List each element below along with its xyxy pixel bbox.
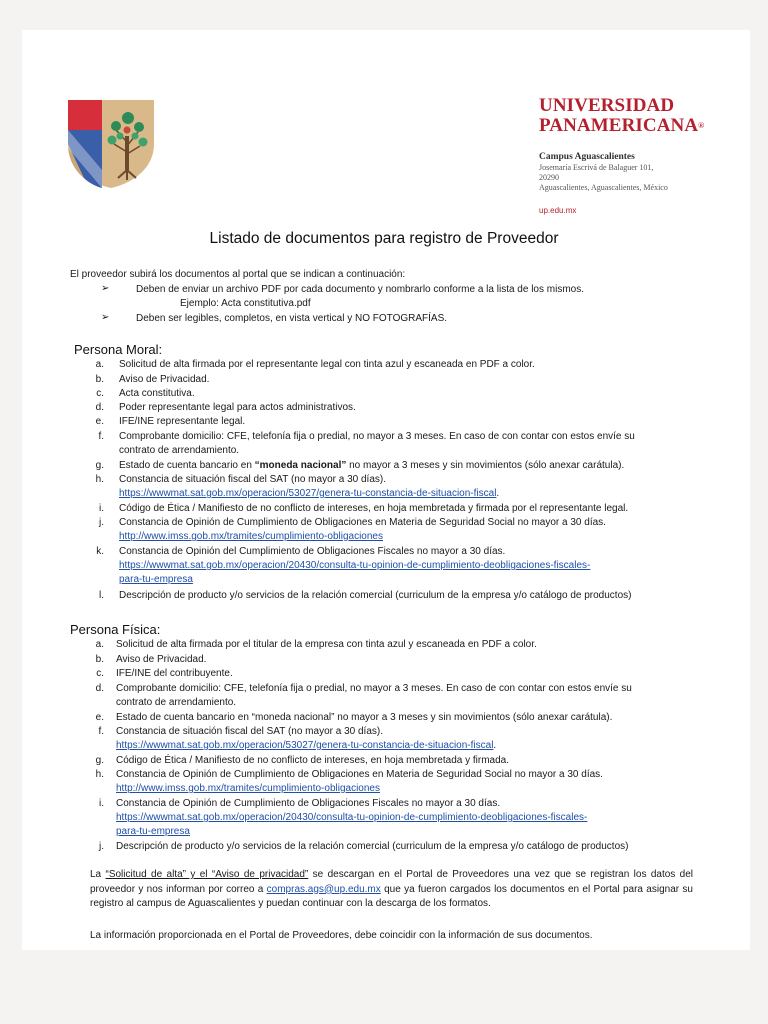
campus-name: Campus Aguascalientes: [539, 152, 635, 162]
list-item: Constancia de Opinión de Cumplimiento de Obligaciones en Materia de Seguridad Social no mayor a 30 días.: [119, 517, 606, 528]
list-item-link-line: [116, 825, 190, 838]
address-line3: Aguascalientes, Aguascalientes, México: [539, 183, 668, 192]
list-item-link-line: [119, 573, 193, 586]
list-label: d.: [95, 683, 104, 694]
sat-opinion-link[interactable]: https://wwwmat.sat.gob.mx/operacion/20430/consulta-tu-opinion-de-cumplimiento-deobligaciones-fiscales-: [119, 560, 591, 571]
list-item-link-line: [116, 782, 380, 795]
list-item: Constancia de Opinión de Cumplimiento de Obligaciones en Materia de Seguridad Social no mayor a 30 días.: [116, 769, 603, 780]
list-item: Constancia de Opinión del Cumplimiento de Obligaciones Fiscales no mayor a 30 días.: [119, 546, 506, 557]
list-item: Constancia de situación fiscal del SAT (no mayor a 30 días).: [119, 474, 386, 485]
sat-constancia-link[interactable]: https://wwwmat.sat.gob.mx/operacion/53027/genera-tu-constancia-de-situacion-fiscal: [119, 488, 497, 499]
list-item-continuation: contrato de arrendamiento.: [116, 697, 237, 708]
sat-constancia-link[interactable]: https://wwwmat.sat.gob.mx/operacion/53027/genera-tu-constancia-de-situacion-fiscal: [116, 740, 494, 751]
list-label: j.: [99, 841, 104, 852]
list-label: i.: [99, 503, 104, 514]
closing-note: La información proporcionada en el Portal de Proveedores, debe coincidir con la información de sus documentos.: [90, 930, 593, 941]
list-item: Comprobante domicilio: CFE, telefonía fija o predial, no mayor a 3 meses. En caso de con contar con estos envíe su: [119, 431, 635, 442]
list-item: Solicitud de alta firmada por el titular de la empresa con tinta azul y escaneada en PDF a color.: [116, 639, 537, 650]
sat-opinion-link-cont[interactable]: para-tu-empresa: [119, 574, 193, 585]
address-line1: Josemaría Escrivá de Balaguer 101,: [539, 163, 654, 172]
list-item: Descripción de producto y/o servicios de la relación comercial (curriculum de la empresa y/o catálogo de productos): [119, 590, 632, 601]
list-item: Estado de cuenta bancario en “moneda nacional” no mayor a 3 meses y sin movimientos (sólo anexar carátula).: [119, 460, 625, 471]
intro-bullet-1: Deben de enviar un archivo PDF por cada documento y nombrarlo conforme a la lista de los mismos.: [136, 284, 584, 295]
section-heading-moral: Persona Moral:: [74, 342, 163, 357]
intro-example: Ejemplo: Acta constitutiva.pdf: [180, 298, 311, 309]
list-label: h.: [95, 769, 104, 780]
university-crest-logo: [68, 100, 154, 188]
list-label: k.: [96, 546, 104, 557]
list-item-link-line: https://wwwmat.sat.gob.mx/operacion/53027/genera-tu-constancia-de-situacion-fiscal.: [116, 740, 497, 751]
list-item: Constancia de situación fiscal del SAT (no mayor a 30 días).: [116, 726, 383, 737]
list-label: f.: [98, 431, 104, 442]
list-item-continuation: contrato de arrendamiento.: [119, 445, 240, 456]
list-label: l.: [99, 590, 104, 601]
university-brand: [539, 96, 754, 193]
list-label: e.: [95, 416, 104, 427]
list-item: Aviso de Privacidad.: [119, 374, 210, 385]
list-label: a.: [95, 639, 104, 650]
list-item-link-line: [116, 811, 587, 824]
page-title: Listado de documentos para registro de Proveedor: [209, 230, 559, 247]
list-label: b.: [95, 374, 104, 385]
university-name-line1: UNIVERSIDAD: [539, 95, 675, 116]
list-item-link-line: [119, 530, 383, 543]
section-heading-fisica: Persona Física:: [70, 622, 161, 637]
sat-opinion-link-cont[interactable]: para-tu-empresa: [116, 826, 190, 837]
imss-link[interactable]: http://www.imss.gob.mx/tramites/cumplimiento-obligaciones: [119, 531, 383, 542]
list-item: IFE/INE representante legal.: [119, 416, 246, 427]
list-item-link-line: https://wwwmat.sat.gob.mx/operacion/53027/genera-tu-constancia-de-situacion-fiscal.: [119, 488, 500, 499]
list-label: c.: [96, 388, 104, 399]
list-label: e.: [95, 712, 104, 723]
email-link[interactable]: compras.ags@up.edu.mx: [266, 883, 381, 895]
imss-link[interactable]: http://www.imss.gob.mx/tramites/cumplimiento-obligaciones: [116, 783, 380, 794]
website-link[interactable]: up.edu.mx: [539, 206, 577, 215]
list-item: Descripción de producto y/o servicios de la relación comercial (curriculum de la empresa y/o catálogo de productos): [116, 841, 629, 852]
sat-opinion-link[interactable]: https://wwwmat.sat.gob.mx/operacion/20430/consulta-tu-opinion-de-cumplimiento-deobligaciones-fiscales-: [116, 812, 588, 823]
list-item: Solicitud de alta firmada por el representante legal con tinta azul y escaneada en PDF a color.: [119, 359, 535, 370]
list-label: i.: [99, 798, 104, 809]
closing-paragraph: La “Solicitud de alta” y el “Aviso de privacidad” se descargan en el Portal de Proveedores una vez que se registran los datos del proveedor y nos informan por correo a compras.ags@up.edu.mx que ya fueron cargados los documentos en el Portal para asignar su registro al campus de Aguascalientes y puedan continuar con la descarga de los formatos.: [90, 869, 693, 910]
list-label: g.: [95, 755, 104, 766]
list-item: Código de Ética / Manifiesto de no conflicto de intereses, en hoja membretada y firmada.: [116, 755, 509, 766]
list-item: Comprobante domicilio: CFE, telefonía fija o predial, no mayor a 3 meses. En caso de con contar con estos envíe su: [116, 683, 632, 694]
intro-text: El proveedor subirá los documentos al portal que se indican a continuación:: [70, 269, 406, 280]
list-label: f.: [98, 726, 104, 737]
intro-bullet-2: Deben ser legibles, completos, en vista vertical y NO FOTOGRAFÍAS.: [136, 313, 448, 324]
list-label: h.: [95, 474, 104, 485]
address-line2: 20290: [539, 173, 559, 182]
list-label: j.: [99, 517, 104, 528]
list-label: b.: [95, 654, 104, 665]
list-label: d.: [95, 402, 104, 413]
list-item: Poder representante legal para actos administrativos.: [119, 402, 356, 413]
list-item: Aviso de Privacidad.: [116, 654, 207, 665]
list-item: IFE/INE del contribuyente.: [116, 668, 233, 679]
list-item: Acta constitutiva.: [119, 388, 195, 399]
arrow-bullet-icon: ➢: [101, 283, 110, 294]
list-item-link-line: [119, 559, 590, 572]
arrow-bullet-icon: ➢: [101, 312, 110, 323]
list-item: Constancia de Opinión de Cumplimiento de Obligaciones Fiscales no mayor a 30 días.: [116, 798, 501, 809]
list-label: g.: [95, 460, 104, 471]
list-label: a.: [95, 359, 104, 370]
list-item: Código de Ética / Manifiesto de no conflicto de intereses, en hoja membretada y firmada por el representante legal.: [119, 503, 629, 514]
university-name-line2: PANAMERICANA®: [539, 115, 705, 136]
list-item: Estado de cuenta bancario en “moneda nacional” no mayor a 3 meses y sin movimientos (sólo anexar carátula).: [116, 712, 613, 723]
list-label: c.: [96, 668, 104, 679]
